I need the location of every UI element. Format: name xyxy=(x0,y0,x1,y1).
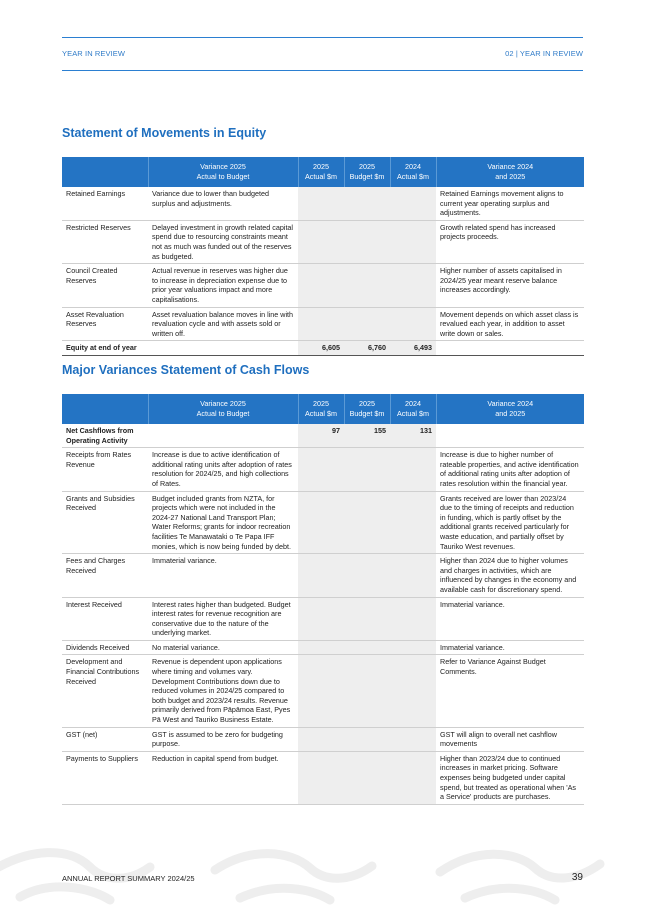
2024-actual-value xyxy=(390,727,436,751)
variance-2024-note: Higher number of assets capitalised in 2024/25 year meant reserve balance increases accordingly. xyxy=(436,264,584,307)
variance-2024-note xyxy=(436,424,584,448)
2025-budget-value: 6,760 xyxy=(344,341,390,356)
2025-budget-value xyxy=(344,220,390,263)
2024-actual-value xyxy=(390,751,436,804)
variance-2024-note: Grants received are lower than 2023/24 due to the timing of receipts and reduction in funding, which is partly offset by the additional grants received particularly for waste education, and partially offset by Tauriko West revenues. xyxy=(436,491,584,554)
2024-actual-value xyxy=(390,554,436,597)
2024-actual-value xyxy=(390,307,436,341)
col-2025-actual: 2025 Actual $m xyxy=(298,394,344,424)
2025-actual-value xyxy=(298,491,344,554)
table-row xyxy=(62,220,584,263)
variance-2025-note: GST is assumed to be zero for budgeting purpose. xyxy=(148,727,298,751)
variance-2025-note: Immaterial variance. xyxy=(148,554,298,597)
row-label: Receipts from Rates Revenue xyxy=(62,448,148,491)
table-row xyxy=(62,341,584,356)
row-label: Restricted Reserves xyxy=(62,220,148,263)
2025-budget-value xyxy=(344,554,390,597)
2025-actual-value: 97 xyxy=(298,424,344,448)
variance-2024-note: Higher than 2024 due to higher volumes and charges in activities, which are influenced by changes in the economy and available cash for discretionary spend. xyxy=(436,554,584,597)
cashflow-header-row xyxy=(62,394,584,424)
col-2025-budget: 2025 Budget $m xyxy=(344,157,390,187)
col-item xyxy=(62,157,148,187)
variance-2025-note: Actual revenue in reserves was higher due to increase in depreciation expense due to prior year valuations impact and more capitalisations. xyxy=(148,264,298,307)
table-row xyxy=(62,640,584,655)
row-label: Grants and Subsidies Received xyxy=(62,491,148,554)
variance-2025-note: Increase is due to active identification of additional rating units after adoption of rates resolution for 2024/25, and high collections of Rates. xyxy=(148,448,298,491)
2025-actual-value xyxy=(298,597,344,640)
2025-actual-value xyxy=(298,307,344,341)
variance-2025-note: No material variance. xyxy=(148,640,298,655)
col-variance-2025: Variance 2025 Actual to Budget xyxy=(148,394,298,424)
row-label: Retained Earnings xyxy=(62,187,148,220)
2025-budget-value xyxy=(344,448,390,491)
2025-budget-value xyxy=(344,491,390,554)
page-number: 39 xyxy=(571,872,583,883)
col-item xyxy=(62,394,148,424)
page-header xyxy=(62,37,583,71)
table-row xyxy=(62,597,584,640)
variance-2024-note: GST will align to overall net cashflow movements xyxy=(436,727,584,751)
table-row xyxy=(62,491,584,554)
variance-2024-note: Movement depends on which asset class is revalued each year, in addition to asset write down or sales. xyxy=(436,307,584,341)
variance-2025-note: Revenue is dependent upon applications where timing and volumes vary. Development Contributions down due to reduced volumes in 2024/25 compared to both budget and 2023/24 results. Revenue primarily derived from Pāpāmoa East, Pyes Pā West and Tauriko Business Estate. xyxy=(148,655,298,727)
table-row xyxy=(62,448,584,491)
2025-budget-value xyxy=(344,751,390,804)
2025-actual-value xyxy=(298,448,344,491)
row-label: Fees and Charges Received xyxy=(62,554,148,597)
col-variance-2024: Variance 2024 and 2025 xyxy=(436,394,584,424)
col-2025-actual: 2025 Actual $m xyxy=(298,157,344,187)
2024-actual-value xyxy=(390,597,436,640)
footer-report-title: ANNUAL REPORT SUMMARY 2024/25 xyxy=(62,874,195,883)
row-label: Development and Financial Contributions Received xyxy=(62,655,148,727)
2024-actual-value xyxy=(390,264,436,307)
2024-actual-value xyxy=(390,448,436,491)
variance-2025-note: Asset revaluation balance moves in line with revaluation cycle and with assets sold or written off. xyxy=(148,307,298,341)
variance-2024-note: Increase is due to higher number of rateable properties, and active identification of additional rating units after adoption of rates resolution within the financial year. xyxy=(436,448,584,491)
table-row xyxy=(62,187,584,220)
variance-2024-note xyxy=(436,341,584,356)
variance-2024-note: Immaterial variance. xyxy=(436,597,584,640)
2025-budget-value xyxy=(344,264,390,307)
variance-2025-note: Variance due to lower than budgeted surplus and adjustments. xyxy=(148,187,298,220)
2025-budget-value xyxy=(344,597,390,640)
col-2025-budget: 2025 Budget $m xyxy=(344,394,390,424)
header-chapter-label: 02 | YEAR IN REVIEW xyxy=(505,49,583,58)
2025-actual-value xyxy=(298,220,344,263)
row-label: Asset Revaluation Reserves xyxy=(62,307,148,341)
variance-2024-note: Growth related spend has increased projects proceeds. xyxy=(436,220,584,263)
table-row xyxy=(62,727,584,751)
2025-actual-value xyxy=(298,727,344,751)
2025-actual-value xyxy=(298,655,344,727)
2024-actual-value: 131 xyxy=(390,424,436,448)
variance-2024-note: Immaterial variance. xyxy=(436,640,584,655)
2024-actual-value xyxy=(390,640,436,655)
row-label: Interest Received xyxy=(62,597,148,640)
2025-actual-value xyxy=(298,264,344,307)
equity-header-row xyxy=(62,157,584,187)
table-row xyxy=(62,751,584,804)
2025-actual-value xyxy=(298,751,344,804)
variance-2025-note xyxy=(148,424,298,448)
equity-heading: Statement of Movements in Equity xyxy=(62,126,267,140)
variance-2025-note: Delayed investment in growth related capital spend due to resourcing constraints meant not as much was funded out of the reserves as budgeted. xyxy=(148,220,298,263)
col-2024-actual: 2024 Actual $m xyxy=(390,394,436,424)
2024-actual-value xyxy=(390,655,436,727)
col-variance-2024: Variance 2024 and 2025 xyxy=(436,157,584,187)
2025-budget-value: 155 xyxy=(344,424,390,448)
variance-2025-note: Interest rates higher than budgeted. Budget interest rates for revenue recognition are conservative due to the nature of the underlying market. xyxy=(148,597,298,640)
2025-budget-value xyxy=(344,640,390,655)
table-row xyxy=(62,307,584,341)
header-section-label: YEAR IN REVIEW xyxy=(62,49,126,58)
2025-actual-value xyxy=(298,554,344,597)
variance-2025-note: Budget included grants from NZTA, for projects which were not included in the 2024-27 National Land Transport Plan; Water Reforms; grants for indoor recreation facilities Te Manawataki o Te Papa IFF monies, which is now being funded by debt. xyxy=(148,491,298,554)
row-label: GST (net) xyxy=(62,727,148,751)
row-label: Equity at end of year xyxy=(62,341,148,356)
col-variance-2025: Variance 2025 Actual to Budget xyxy=(148,157,298,187)
col-2024-actual: 2024 Actual $m xyxy=(390,157,436,187)
2025-budget-value xyxy=(344,187,390,220)
table-row xyxy=(62,264,584,307)
row-label: Council Created Reserves xyxy=(62,264,148,307)
equity-table xyxy=(62,157,584,356)
table-row xyxy=(62,424,584,448)
row-label: Payments to Suppliers xyxy=(62,751,148,804)
2024-actual-value xyxy=(390,220,436,263)
table-row xyxy=(62,554,584,597)
row-label: Net Cashflows from Operating Activity xyxy=(62,424,148,448)
variance-2025-note xyxy=(148,341,298,356)
2025-actual-value: 6,605 xyxy=(298,341,344,356)
2024-actual-value xyxy=(390,187,436,220)
table-row xyxy=(62,655,584,727)
2025-budget-value xyxy=(344,655,390,727)
2024-actual-value xyxy=(390,491,436,554)
2025-budget-value xyxy=(344,307,390,341)
variance-2025-note: Reduction in capital spend from budget. xyxy=(148,751,298,804)
variance-2024-note: Retained Earnings movement aligns to current year operating surplus and adjustments. xyxy=(436,187,584,220)
2024-actual-value: 6,493 xyxy=(390,341,436,356)
2025-actual-value xyxy=(298,187,344,220)
2025-budget-value xyxy=(344,727,390,751)
2025-actual-value xyxy=(298,640,344,655)
row-label: Dividends Received xyxy=(62,640,148,655)
variance-2024-note: Higher than 2023/24 due to continued increases in market pricing. Software expenses being budgeted under capital spend, but treated as operational when 'As a Service' products are purchases. xyxy=(436,751,584,804)
variance-2024-note: Refer to Variance Against Budget Comments. xyxy=(436,655,584,727)
cashflow-table xyxy=(62,394,584,805)
cashflow-heading: Major Variances Statement of Cash Flows xyxy=(62,363,310,377)
